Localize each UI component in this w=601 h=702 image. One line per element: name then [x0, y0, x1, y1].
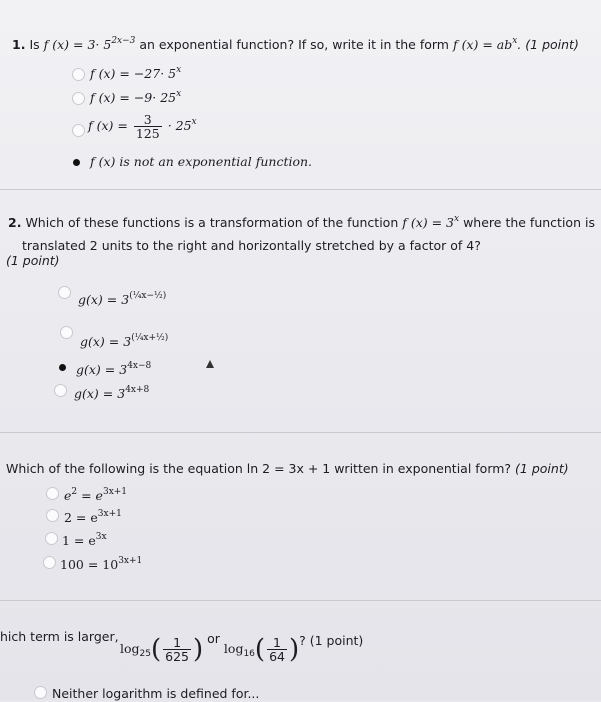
q1-question: an exponential function? If so, write it in the form	[139, 37, 449, 52]
q1-form: f $(x) = ab^x$	[452, 36, 518, 52]
q1-option-1-radio[interactable]	[72, 68, 85, 81]
q3-option-3-radio[interactable]	[45, 532, 58, 545]
q1-option-2-radio[interactable]	[72, 92, 85, 105]
q2-option-1[interactable]: $g(x) = 3^{(\frac{1}{4}x-\frac{1}{2})}$	[78, 291, 167, 307]
q2-option-2[interactable]: $g(x) = 3^{(\frac{1}{4}x+\frac{1}{2})}$	[80, 333, 169, 349]
q3-option-1-radio[interactable]	[46, 487, 59, 500]
q2-option-4[interactable]: $g(x) = 3^{4x+8}$	[74, 385, 150, 401]
q2-option-4-radio[interactable]	[54, 384, 67, 397]
q2-option-1-radio[interactable]	[58, 286, 71, 299]
q3-option-2-radio[interactable]	[46, 509, 59, 522]
section-divider-1	[0, 189, 601, 190]
q2-option-3-radio-selected[interactable]	[56, 361, 69, 374]
q1-option-4[interactable]: f (x) is not an exponential function.	[90, 154, 313, 169]
q1-option-3-radio[interactable]	[72, 124, 85, 137]
q1-option-4-radio-selected[interactable]	[70, 156, 83, 169]
q3-option-1[interactable]: $e^2 = e^{3x+1}$	[64, 487, 128, 503]
q4-prompt-lead: hich term is larger,	[0, 629, 119, 644]
q1-points: . (1 point)	[517, 37, 579, 52]
q1-number: 1.	[12, 37, 26, 52]
q3-option-4-radio[interactable]	[43, 556, 56, 569]
q2-prompt-line1: 2. Which of these functions is a transformation of the function f $(x) = 3^x$ where the function is	[8, 214, 595, 230]
q4-option-1[interactable]: Neither logarithm is defined for...	[52, 686, 260, 701]
q2-points: (1 point)	[6, 253, 60, 268]
q3-option-3[interactable]: $1 = e^{3x}$	[62, 532, 107, 548]
q3-prompt: Which of the following is the equation ln 2 = 3x + 1 written in exponential form? (1 point)	[6, 461, 569, 476]
q1-prompt	[12, 36, 579, 53]
q2-option-3[interactable]: $g(x) = 3^{4x-8}$	[76, 361, 152, 377]
mouse-pointer-icon	[206, 360, 214, 368]
q2-prompt-line2: translated 2 units to the right and horizontally stretched by a factor of 4?	[22, 238, 481, 253]
q1-option-1[interactable]: f $(x) = -27\cdot 5^x$	[90, 65, 182, 81]
q1-option-3[interactable]: f (x) = $\frac{3}{125}$ · $25^x$	[88, 112, 197, 141]
section-divider-3	[0, 600, 601, 601]
q3-option-2[interactable]: $2 = e^{3x+1}$	[64, 509, 122, 525]
q3-option-4[interactable]: $100 = 10^{3x+1}$	[60, 556, 143, 572]
section-divider-2	[0, 432, 601, 433]
q1-option-2[interactable]: f $(x) = -9\cdot 25^x$	[90, 89, 182, 105]
q4-prompt-expr: $\log_{25}$( $\frac{1}{625}$ ) or $\log_{16}$( $\frac{1}{64}$ )? (1 point)	[120, 631, 364, 665]
q1-intro: Is	[29, 37, 40, 52]
q4-option-1-radio[interactable]	[34, 686, 47, 699]
q2-option-2-radio[interactable]	[60, 326, 73, 339]
q1-expr: f $(x) = 3\cdot 5^{2x-3}$	[43, 36, 136, 52]
